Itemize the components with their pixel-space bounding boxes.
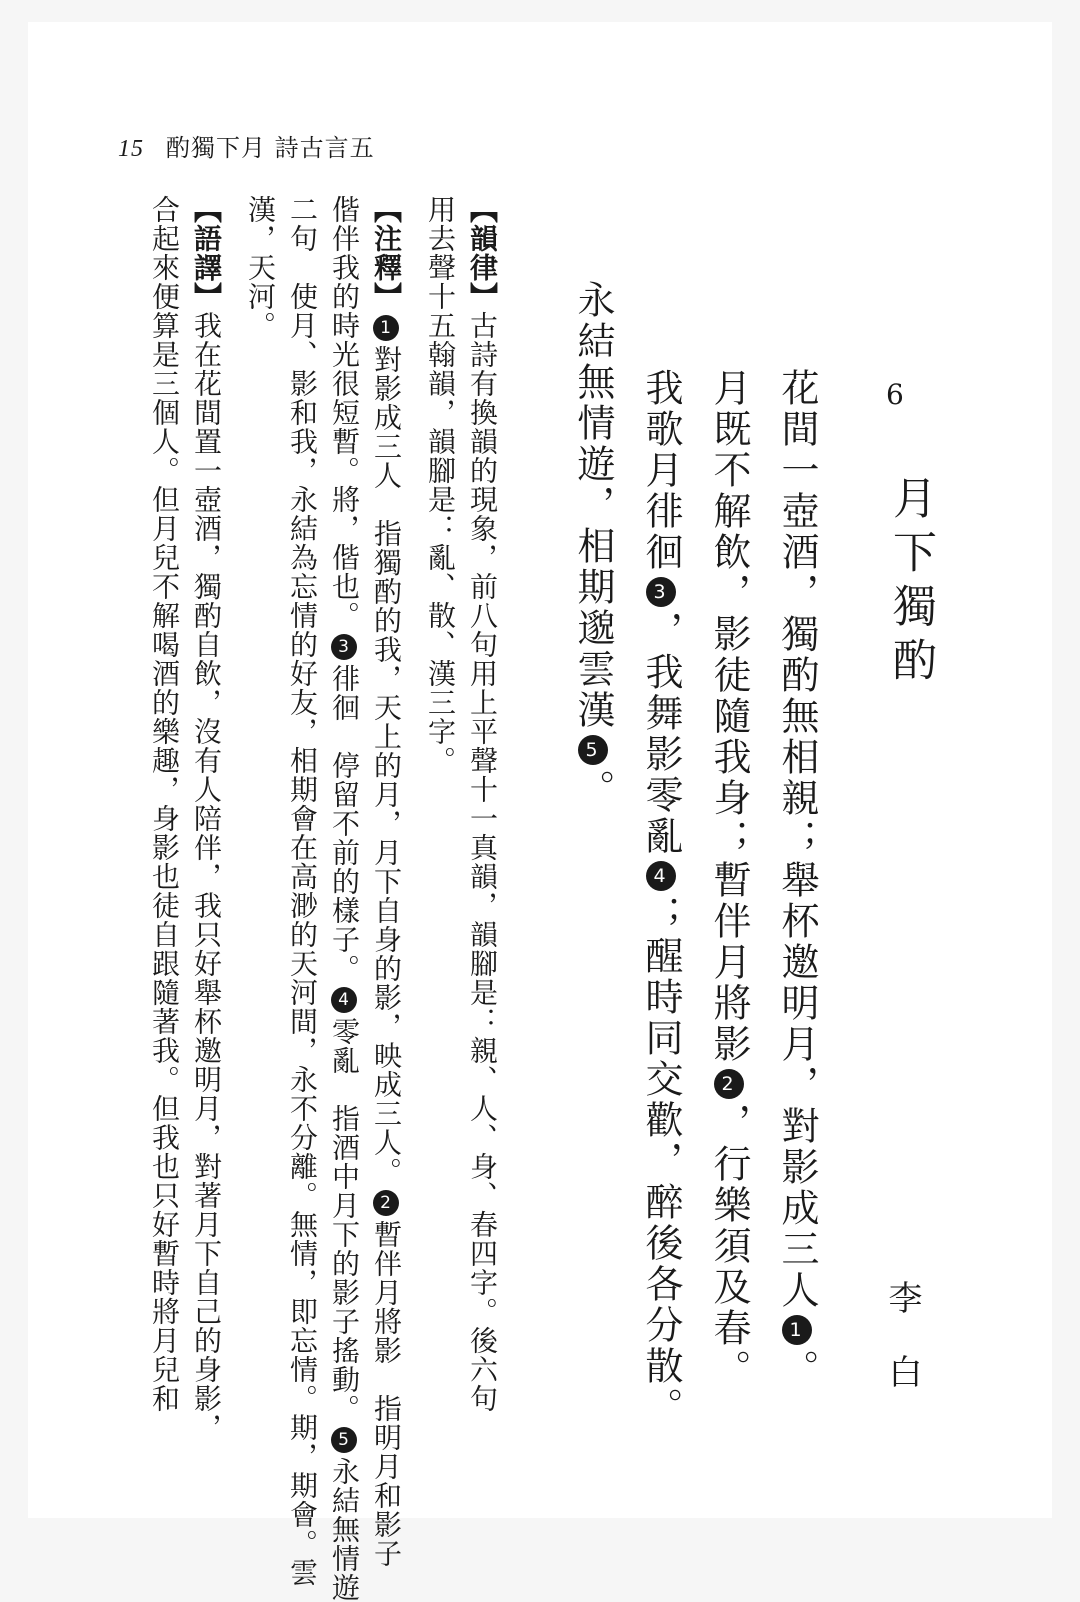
poem-line-end: 。 (571, 769, 615, 810)
note-text: 對影成三人 指獨酌的我，天上的月，月下自身的影，映成三人。 (370, 345, 403, 1186)
poem-number: 6 (886, 378, 904, 411)
poem-line-text: 花間一壺酒，獨酌無相親；舉杯邀明月，對影成三人 (775, 368, 819, 1311)
poem-line-text: 我歌月徘徊 (639, 368, 683, 573)
note-text: 徘徊 停留不前的樣子。 (328, 664, 361, 983)
note-marker-5: 5 (578, 735, 608, 765)
notes-text-col2 (328, 195, 361, 1602)
poem-line-end: 。 (707, 1349, 751, 1390)
translation-section (190, 195, 223, 1442)
poem-line-1 (775, 368, 819, 1390)
poem-line-text: ，行樂須及春 (707, 1103, 751, 1349)
note-marker-3: 3 (646, 577, 676, 607)
note-marker-4: 4 (331, 987, 357, 1013)
note-marker-2: 2 (714, 1069, 744, 1099)
running-title: 酌獨下月 詩古言五 (166, 134, 375, 162)
note-marker-5: 5 (331, 1427, 357, 1453)
poem-line-text: ；醒時同交歡，醉後各分散 (639, 895, 683, 1387)
page-number: 15 (118, 136, 144, 162)
note-marker-4: 4 (646, 861, 676, 891)
poem-title: 月下獨酌 (885, 475, 936, 691)
rhyme-text-cont: 用去聲十五翰韻，韻腳是：亂、散、漢三字。 (424, 195, 457, 775)
note-marker-1: 1 (782, 1315, 812, 1345)
rhyme-section (466, 195, 499, 1413)
page-header (118, 128, 375, 163)
notes-text-col3: 二句 使月、影和我，永結為忘情的好友，相期會在高渺的天河間，永不分離。無情，即忘情。期，期會。雲 (286, 195, 319, 1587)
poem-line-2 (707, 368, 751, 1390)
poem-author: 李白 (882, 1280, 922, 1428)
translation-text: 我在花間置一壺酒，獨酌自飲，沒有人陪伴，我只好舉杯邀明月，對著月下自己的身影， (190, 311, 223, 1442)
note-marker-3: 3 (331, 634, 357, 660)
note-marker-2: 2 (373, 1190, 399, 1216)
note-marker-1: 1 (373, 315, 399, 341)
rhyme-label: 【韻律】 (466, 195, 499, 311)
translation-text-cont: 合起來便算是三個人。但月兒不解喝酒的樂趣，身影也徒自跟隨著我。但我也只好暫時將月兒和 (148, 195, 181, 1413)
note-text: 零亂 指酒中月下的影子搖動。 (328, 1017, 361, 1423)
poem-line-text: 月既不解飲，影徒隨我身；暫伴月將影 (707, 368, 751, 1065)
note-text: 偕伴我的時光很短暫。將，偕也。 (328, 195, 361, 630)
note-text: 永結無情遊 (328, 1457, 361, 1602)
rhyme-text: 古詩有換韻的現象，前八句用上平聲十一真韻，韻腳是：親、人、身、春四字。後六句 (466, 311, 499, 1413)
poem-line-end: 。 (639, 1387, 683, 1428)
poem-line-text: ，我舞影零亂 (639, 611, 683, 857)
poem-line-end: 。 (775, 1349, 819, 1390)
notes-label: 【注釋】 (370, 195, 403, 311)
translation-label: 【語譯】 (190, 195, 223, 311)
poem-line-3 (639, 368, 683, 1428)
notes-text-col4: 漢，天河。 (244, 195, 277, 340)
note-text: 暫伴月將影 指明月和影子 (370, 1220, 403, 1568)
poem-line-text: 永結無情遊，相期邈雲漢 (571, 280, 615, 731)
notes-section (370, 195, 403, 1568)
poem-line-4 (571, 280, 615, 810)
